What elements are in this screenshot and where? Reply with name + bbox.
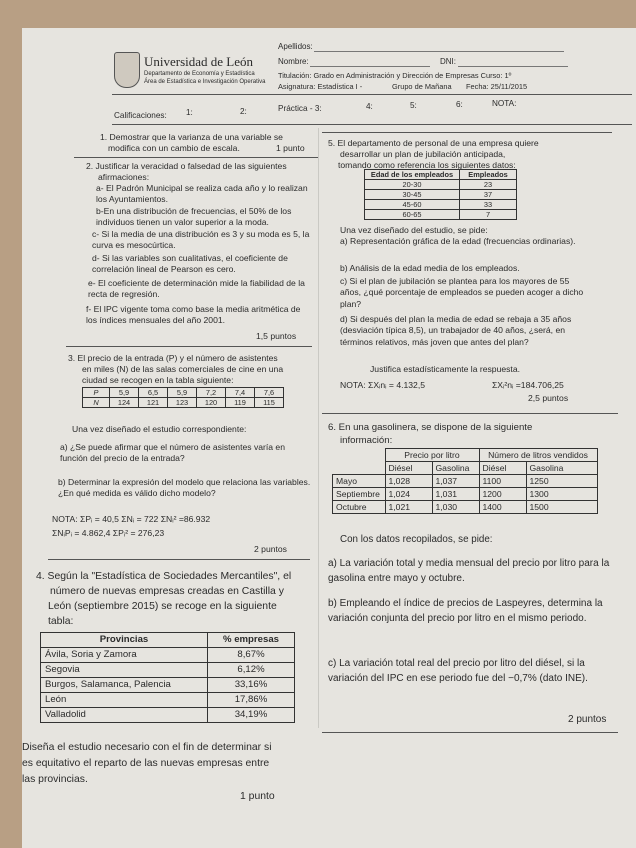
value-cell: 1,030: [432, 501, 479, 514]
edad-range: 30-45: [365, 190, 460, 200]
q6-text-line1: 6. En una gasolinera, se dispone de la siguiente: [328, 422, 533, 433]
table-row: [365, 200, 517, 210]
n-value: 119: [226, 398, 255, 408]
table-row: [333, 449, 598, 462]
table-row: [365, 180, 517, 190]
q4-task: Diseña el estudio necesario con el fin de determinar si es equitativo el reparto de las nuevas empresas entre las provincias.: [22, 742, 272, 786]
q3-item-a: a) ¿Se puede afirmar que el número de asistentes varía en función del precio de la entrada?: [60, 442, 285, 464]
table-row: [41, 678, 295, 693]
q6-item-c: c) La variación total real del precio por litro del diésel, si la variación del IPC en ese periodo fue del −0,7% (dato INE).: [328, 658, 588, 684]
grades-bottom-rule: [112, 124, 632, 125]
grade-1: 1:: [186, 108, 193, 117]
q2-rule: [66, 346, 312, 347]
n-value: 124: [110, 398, 139, 408]
q5-text-line3: tomando como referencia los siguientes datos:: [338, 160, 516, 170]
month-label: Octubre: [333, 501, 386, 514]
q5-item-d: d) Si después del plan la media de edad se rebaja a 35 años (desviación típica 8,5), un trabajador de 40 años, ¿será, en términos relativos, más joven que antes del plan?: [340, 314, 572, 347]
q3-text-line3: ciudad se recogen en la tabla siguiente:: [82, 375, 234, 385]
q5-top-rule: [322, 132, 612, 133]
q5-nota2: ΣXᵢ²nᵢ =184.706,25: [492, 380, 564, 390]
grades-top-rule: [112, 94, 632, 95]
q6-ask: Con los datos recopilados, se pide:: [340, 534, 493, 545]
q6-item-a: a) La variación total y media mensual del precio por litro para la gasolina entre mayo y octubre.: [328, 558, 610, 584]
area-name: Área de Estadística e Investigación Operativa: [144, 79, 266, 85]
table-row: [83, 388, 284, 398]
value-cell: 1200: [479, 488, 526, 501]
sub-header: Gasolina: [432, 462, 479, 475]
q3-item-b: b) Determinar la expresión del modelo que relaciona las variables. ¿En qué medida es válido dicho modelo?: [58, 477, 311, 499]
q5-item-b: b) Análisis de la edad media de los empleados.: [340, 263, 520, 273]
asignatura: Asignatura: Estadística I -: [278, 82, 363, 91]
table-row: [41, 648, 295, 663]
n-value: 121: [139, 398, 168, 408]
value-cell: 1,028: [385, 475, 432, 488]
empleados-count: 33: [460, 200, 517, 210]
q4-text-line2: número de nuevas empresas creadas en Castilla y: [50, 586, 284, 597]
table-row: [83, 398, 284, 408]
n-row-header: N: [83, 398, 110, 408]
nombre-label: Nombre:: [278, 57, 309, 66]
table-row: [333, 475, 598, 488]
q5-employees-table: [364, 169, 517, 220]
table-row: [333, 488, 598, 501]
sub-header: Gasolina: [526, 462, 597, 475]
p-value: 5,9: [168, 388, 197, 398]
value-cell: 1250: [526, 475, 597, 488]
q6-fuel-table: [332, 448, 598, 514]
q4-points: 1 punto: [240, 791, 275, 802]
p-value: 7,2: [197, 388, 226, 398]
q6-item-b: b) Empleando el índice de precios de Laspeyres, determina la variación conjunta del precio por litro en el mismo periodo.: [328, 598, 603, 624]
grade-4: 4:: [366, 102, 373, 111]
q2-text-line2: afirmaciones:: [98, 172, 150, 182]
q5-item-c: c) Si el plan de jubilación se plantea para los mayores de 55 años, ¿qué porcentaje de empleados se pueden acoger a dicho plan?: [340, 276, 584, 309]
province-pct: 34,19%: [208, 708, 295, 723]
apellidos-label: Apellidos:: [278, 42, 313, 51]
university-crest-icon: [114, 52, 140, 88]
q1-text-line1: 1. Demostrar que la varianza de una variable se: [100, 132, 283, 142]
q1-text-line2: modifica con un cambio de escala.: [108, 143, 240, 153]
q2-text-line1: 2. Justificar la veracidad o falsedad de las siguientes: [86, 161, 287, 171]
dni-label: DNI:: [440, 57, 456, 66]
sub-header: Diésel: [479, 462, 526, 475]
province-pct: 6,12%: [208, 663, 295, 678]
value-cell: 1,031: [432, 488, 479, 501]
n-value: 123: [168, 398, 197, 408]
p-value: 7,6: [255, 388, 284, 398]
province-name: Burgos, Salamanca, Palencia: [41, 678, 208, 693]
litros-header: Número de litros vendidos: [479, 449, 597, 462]
q2-item-f: f- El IPC vigente toma como base la media aritmética de los índices mensuales del año 2001.: [86, 304, 301, 326]
q4-text-line4: tabla:: [48, 616, 74, 627]
grade-practica-3: Práctica - 3:: [278, 104, 322, 113]
q3-text-line2: en miles (N) de las salas comerciales de cine en una: [82, 364, 284, 374]
q6-points: 2 puntos: [568, 714, 607, 725]
q3-nota-line2: ΣNᵢPᵢ = 4.862,4 ΣPᵢ² = 276,23: [52, 528, 165, 538]
titulacion: Titulación: Grado en Administración y Dirección de Empresas Curso: 1º: [278, 71, 512, 80]
precio-header: Precio por litro: [385, 449, 479, 462]
province-pct: 33,16%: [208, 678, 295, 693]
q3-points: 2 puntos: [254, 544, 287, 554]
edad-range: 20-30: [365, 180, 460, 190]
q1-points: 1 punto: [276, 143, 305, 153]
value-cell: 1300: [526, 488, 597, 501]
q5-text-line2: desarrollar un plan de jubilación anticipada,: [340, 149, 506, 159]
q2-points: 1,5 puntos: [256, 331, 297, 341]
q5-study-intro: Una vez diseñado del estudio, se pide:: [340, 225, 488, 235]
q2-item-c: c- Si la media de una distribución es 3 y su moda es 5, la curva es mesocúrtica.: [92, 229, 310, 251]
table-row: [365, 190, 517, 200]
table-row: [365, 210, 517, 220]
q5-nota: NOTA: ΣXᵢnᵢ = 4.132,5: [340, 380, 426, 390]
q2-item-b: b-En una distribución de frecuencias, el 50% de los individuos tienen un valor superior a la moda.: [96, 206, 292, 228]
table-row: [41, 693, 295, 708]
grupo: Grupo de Mañana: [392, 82, 452, 91]
pct-empresas-header: % empresas: [208, 633, 295, 648]
exam-sheet: [22, 28, 636, 848]
dni-line: [458, 66, 568, 67]
value-cell: 1500: [526, 501, 597, 514]
grades-label: Calificaciones:: [114, 111, 167, 120]
province-pct: 17,86%: [208, 693, 295, 708]
column-divider: [318, 128, 319, 728]
q5-item-d-justify: Justifica estadísticamente la respuesta.: [370, 364, 520, 374]
month-label: Mayo: [333, 475, 386, 488]
q4-provinces-table: [40, 632, 295, 723]
nombre-line: [310, 66, 430, 67]
p-row-header: P: [83, 388, 110, 398]
province-pct: 8,67%: [208, 648, 295, 663]
grade-nota: NOTA:: [492, 99, 517, 108]
empleados-count: 7: [460, 210, 517, 220]
grade-5: 5:: [410, 101, 417, 110]
corner-empty-cell: [333, 462, 386, 475]
table-row: [41, 708, 295, 723]
month-label: Septiembre: [333, 488, 386, 501]
edad-range: 45-60: [365, 200, 460, 210]
q1-rule: [74, 157, 318, 158]
value-cell: 1,037: [432, 475, 479, 488]
provincias-header: Provincias: [41, 633, 208, 648]
university-name: Universidad de León: [144, 54, 254, 69]
department-name: Departamento de Economía y Estadística: [144, 71, 255, 77]
table-row: [41, 633, 295, 648]
q5-points: 2,5 puntos: [528, 393, 569, 403]
q4-text-line3: León (septiembre 2015) se recoge en la siguiente: [48, 601, 277, 612]
value-cell: 1,024: [385, 488, 432, 501]
value-cell: 1400: [479, 501, 526, 514]
table-row: [365, 170, 517, 180]
q3-text-line1: 3. El precio de la entrada (P) y el número de asistentes: [68, 353, 278, 363]
empleados-count: 23: [460, 180, 517, 190]
table-row: [333, 501, 598, 514]
edad-header: Edad de los empleados: [365, 170, 460, 180]
province-name: León: [41, 693, 208, 708]
province-name: Segovia: [41, 663, 208, 678]
q6-rule: [322, 732, 618, 733]
n-value: 115: [255, 398, 284, 408]
q3-study-intro: Una vez diseñado el estudio correspondiente:: [72, 424, 247, 434]
q5-text-line1: 5. El departamento de personal de una empresa quiere: [328, 138, 539, 148]
province-name: Ávila, Soria y Zamora: [41, 648, 208, 663]
q2-item-a: a- El Padrón Municipal se realiza cada año y lo realizan los Ayuntamientos.: [96, 183, 308, 205]
q3-price-attendance-table: [82, 387, 284, 408]
q4-text-line1: 4. Según la "Estadística de Sociedades Mercantiles", el: [36, 571, 292, 582]
q6-text-line2: información:: [340, 435, 393, 446]
value-cell: 1,021: [385, 501, 432, 514]
q5-item-a: a) Representación gráfica de la edad (frecuencias ordinarias).: [340, 236, 576, 246]
q5-rule: [322, 413, 618, 414]
corner-empty-cell: [333, 449, 386, 462]
p-value: 6,5: [139, 388, 168, 398]
grade-6: 6:: [456, 100, 463, 109]
q3-rule: [48, 559, 310, 560]
province-name: Valladolid: [41, 708, 208, 723]
fecha: Fecha: 25/11/2015: [466, 82, 528, 91]
p-value: 5,9: [110, 388, 139, 398]
edad-range: 60-65: [365, 210, 460, 220]
sub-header: Diésel: [385, 462, 432, 475]
q2-item-e: e- El coeficiente de determinación mide la fiabilidad de la recta de regresión.: [88, 278, 305, 300]
value-cell: 1100: [479, 475, 526, 488]
apellidos-line: [314, 51, 564, 52]
grade-2: 2:: [240, 107, 247, 116]
empleados-count: 37: [460, 190, 517, 200]
q2-item-d: d- Si las variables son cualitativas, el coeficiente de correlación lineal de Pearson es cero.: [92, 253, 288, 275]
table-row: [333, 462, 598, 475]
q3-nota-line1: NOTA: ΣPᵢ = 40,5 ΣNᵢ = 722 ΣNᵢ² =86.932: [52, 514, 211, 524]
table-row: [41, 663, 295, 678]
empleados-header: Empleados: [460, 170, 517, 180]
p-value: 7,4: [226, 388, 255, 398]
n-value: 120: [197, 398, 226, 408]
